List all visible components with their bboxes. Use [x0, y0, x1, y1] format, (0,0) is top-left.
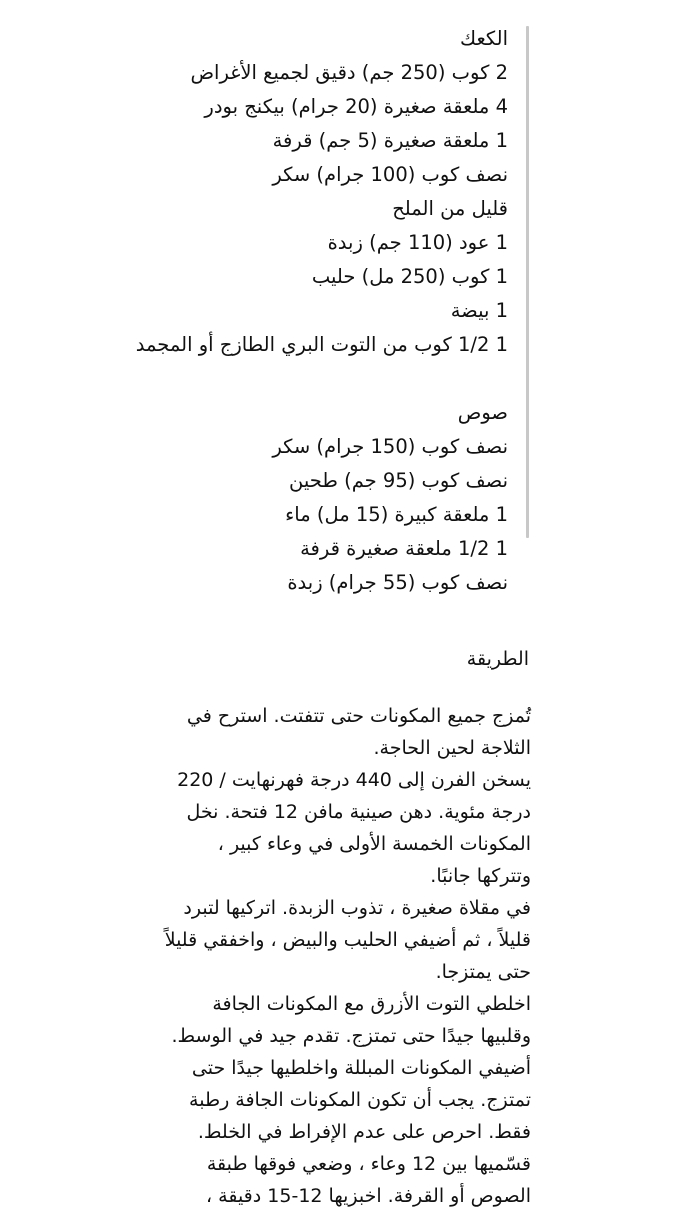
ingredient-line: 2 كوب (250 جم) دقيق لجميع الأغراض [190, 61, 508, 84]
ingredient-line: 1 ملعقة كبيرة (15 مل) ماء [285, 503, 508, 526]
ingredient-line: نصف كوب (100 جرام) سكر [272, 163, 508, 186]
method-step: قسّميها بين 12 وعاء ، وضعي فوقها طبقة الصوص أو القرفة. اخبزيها 12-15 دقيقة ، [205, 1153, 531, 1207]
ingredient-line: نصف كوب (95 جم) طحين [289, 469, 508, 492]
section-gap [108, 362, 508, 396]
method-step: في مقلاة صغيرة ، تذوب الزبدة. اتركيها لتبرد قليلاً ، ثم أضيفي الحليب والبيض ، واخفقي قليلاً حتى يمتزجا. [164, 897, 531, 983]
ingredients-list [108, 22, 508, 600]
ingredient-line: 1 1/2 ملعقة صغيرة قرفة [300, 537, 508, 560]
method-step: تُمزج جميع المكونات حتى تتفتت. استرح في الثلاجة لحين الحاجة. [186, 705, 531, 759]
sauce-heading: صوص [457, 401, 508, 424]
ingredient-line: 1 كوب (250 مل) حليب [311, 265, 508, 288]
ingredient-line: 1 1/2 كوب من التوت البري الطازج أو المجمد [135, 333, 508, 356]
quote-bar [526, 26, 529, 538]
method-heading: الطريقة [466, 648, 529, 670]
ingredient-line: نصف كوب (55 جرام) زبدة [287, 571, 508, 594]
ingredient-line: قليل من الملح [392, 197, 508, 220]
method-step: اخلطي التوت الأزرق مع المكونات الجافة وقلبيها جيدًا حتى تمتزج. تقدم جيد في الوسط. أضيفي المكونات المبللة واخلطيها جيدًا حتى تمتزج. يجب أن تكون المكونات الجافة رطبة فقط. احرص على عدم الإفراط في الخلط. [171, 993, 531, 1143]
method-text [163, 700, 531, 1212]
ingredient-line: 1 عود (110 جم) زبدة [327, 231, 508, 254]
method-step: يسخن الفرن إلى 440 درجة فهرنهايت / 220 درجة مئوية. دهن صينية مافن 12 فتحة. نخل المكونات الخمسة الأولى في وعاء كبير ، وتتركها جانبًا. [177, 769, 531, 887]
ingredient-line: 1 ملعقة صغيرة (5 جم) قرفة [272, 129, 508, 152]
ingredient-line: نصف كوب (150 جرام) سكر [272, 435, 508, 458]
ingredient-line: 1 بيضة [450, 299, 508, 322]
ingredient-line: 4 ملعقة صغيرة (20 جرام) بيكنج بودر [204, 95, 508, 118]
cake-heading: الكعك [460, 27, 508, 50]
